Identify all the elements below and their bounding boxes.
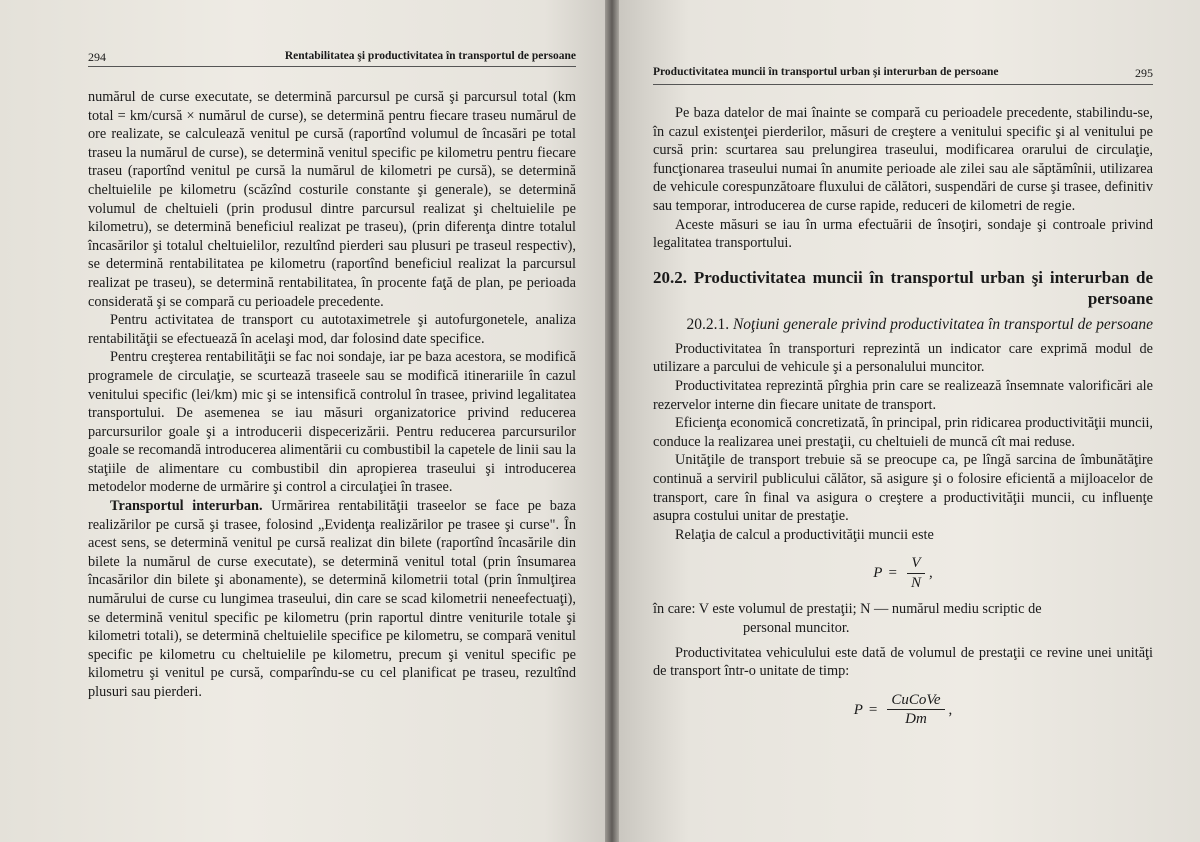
- paragraph: Unităţile de transport trebuie să se preocupe ca, pe lîngă sarcina de îmbunătăţire continuă a serviril publicului călător, să asigure şi o folosire eficientă a mijloacelor de transport, care în final va asigura o creştere a productivităţii muncii, cu influenţe asupra costului unitar de prestaţie.: [653, 452, 1153, 525]
- paragraph: numărul de curse executate, se determină parcursul pe cursă şi parcursul total (km total = km/cursă × numărul de curse), se determină pentru fiecare traseu numărul de ore realizate, se calculează venitul pe cursă (raportînd volumul de încasări pe total traseu la numărul de curse), se determină venitul specific pe kilometru pentru fiecare traseu (raportînd venitul pe cursă la numărul de kilometri pe cursă), se determină cheltuielile pe kilometru (scăzînd costurile constante şi generale), se determină volumul de cheltuieli (prin produsul dintre parcursul realizat şi cheltuielile pe kilometru), se determină beneficiul realizat pe traseu), (prin diferenţa dintre totalul încasărilor şi totalul cheltuielilor, rezultînd pierderi sau plusuri pe traseul respectiv), se determină rentabilitatea pe kilometru (raportînd beneficiul realizat la parcursul realizat pe traseu), se determină rentabilitatea, în procente faţă de plan, pe perioada considerată şi se compară cu perioadele precedente.: [88, 89, 576, 310]
- formula-lhs: P: [873, 565, 883, 582]
- formula-numerator: CuCoVe: [887, 691, 944, 711]
- formula-lhs: P: [853, 701, 863, 718]
- paragraph: Relaţia de calcul a productivităţii muncii este: [675, 526, 934, 543]
- formula-tail: ,: [948, 701, 953, 718]
- page-number: 294: [88, 50, 106, 64]
- header-rule: [88, 66, 576, 67]
- paragraph-text: Urmărirea rentabilităţii traseelor se face pe baza realizărilor pe cursă şi trasee, folosind „Evidenţa realizărilor pe trasee şi curse". În acest sens, se determină venitul pe cursă realizat din bilete (raportînd încasările din bilete la numărul de curse executate), se determină venitul total (prin însumarea încasărilor din bilete şi abonamente), se determină kilometrii total (prin înmulţirea numărului de curse cu lungimea traseului, din care se scad kilometrii neneefectuaţi), se determină venitul specific pe kilometru (prin raportul dintre veniturile totale şi kilometri totali), se determină cheltuielile specifice pe kilometru, se compară venitul specific pe kilometru cu cheltuielile pe kilometru, precum şi venitul specific pe kilometru şi venitul pe cursă, comparîndu-se cu cel planificat pe traseu, rezultînd plusuri sau pierderi.: [88, 498, 576, 700]
- header-rule: [653, 84, 1153, 85]
- formula-legend: [653, 600, 1153, 637]
- subsection-number: 20.2.1.: [686, 315, 730, 333]
- right-page: [619, 0, 1200, 842]
- paragraph: Productivitatea în transporturi reprezintă un indicator care exprimă modul de utilizare a parcului de vehicule şi a personalului muncitor.: [653, 340, 1153, 376]
- formula-productivity: [653, 554, 1153, 592]
- formula-fraction: [907, 554, 925, 592]
- paragraph: Pe baza datelor de mai înainte se compară cu perioadele precedente, stabilindu-se, în cazul existenţei pierderilor, măsuri de creştere a venitului specific şi al venitului pe cursă prin: scurtarea sau prelungirea traseului, modificarea orarului de circulaţie, funcţionarea traseului numai în anumite perioade ale zilei sau ale săptămînii, utilizarea de vehicule corespunzătoare fluxului de călători, suspendări de curse şi trasee, definitiv sau temporar, introducerea de curse rapide, reduceri de kilometri de regie.: [653, 105, 1153, 214]
- paragraph: Eficienţa economică concretizată, în principal, prin ridicarea productivităţii muncii, conduce la realizarea unei prestaţii, cu cheltuieli de muncă cît mai reduse.: [653, 415, 1153, 450]
- paragraph: Aceste măsuri se iau în urma efectuării de însoţiri, sondaje şi controale privind legalitatea transportului.: [653, 216, 1153, 252]
- section-heading: 20.2. Productivitatea muncii în transportul urban şi interurban de persoane: [653, 267, 1153, 308]
- paragraph-label: Transportul interurban.: [110, 498, 263, 515]
- right-page-header: [653, 66, 1153, 81]
- subsection-title: Noţiuni generale privind productivitatea în transportul de persoane: [732, 315, 1153, 333]
- formula-vehicle-productivity: [653, 691, 1153, 729]
- legend-line: personal muncitor.: [743, 620, 850, 637]
- paragraph: Productivitatea vehiculului este dată de volumul de prestaţii ce revine unei unităţi de transport într-o unitate de timp:: [653, 644, 1153, 680]
- right-page-body: [653, 104, 1153, 737]
- subsection-heading: [653, 315, 1153, 334]
- page-number: 295: [1135, 66, 1153, 80]
- formula-eq: =: [868, 701, 878, 718]
- formula-denominator: N: [910, 574, 921, 591]
- paragraph-interurban: [88, 497, 576, 702]
- running-head: Productivitatea muncii în transportul urban şi interurban de persoane: [653, 66, 999, 78]
- left-page-header: [88, 50, 576, 65]
- formula-eq: =: [888, 565, 897, 582]
- formula-fraction: [887, 691, 944, 729]
- legend-line: în care: V este volumul de prestaţii; N — numărul mediu scriptic de: [653, 601, 1042, 618]
- paragraph: Productivitatea reprezintă pîrghia prin care se realizează însemnate valorificări ale rezervelor interne din fiecare unitate de transport.: [653, 377, 1153, 413]
- paragraph: Pentru activitatea de transport cu autotaximetrele şi autofurgonetele, analiza rentabilităţii se efectuează în acelaşi mod, dar folosind date specifice.: [88, 312, 576, 347]
- paragraph: Pentru creşterea rentabilităţii se fac noi sondaje, iar pe baza acestora, se modifică programele de circulaţie, se scurtează traseele sau se modifică itinerariile în cazul venitului specific (lei/km) mic şi se intensifică controlul în trasee, privind legalitatea transportului. De asemenea se iau măsuri organizatorice privind reducerea parcursurilor goale şi a introducerii dispecerizării. Pentru reducerea parcursurilor goale se recomandă introducerea alimentării cu combustibil la capetele de linii sau la staţiile de alimentare cu combustibil din apropierea traseului şi introducerea metodelor moderne de urmărire şi control a circulaţiei în trasee.: [88, 349, 576, 496]
- formula-numerator: V: [907, 554, 924, 574]
- formula-denominator: Dm: [905, 711, 927, 728]
- formula-tail: ,: [928, 565, 933, 582]
- book-gutter: [605, 0, 619, 842]
- left-page-body: [88, 88, 576, 702]
- running-head: Rentabilitatea şi productivitatea în transportul de persoane: [284, 50, 576, 62]
